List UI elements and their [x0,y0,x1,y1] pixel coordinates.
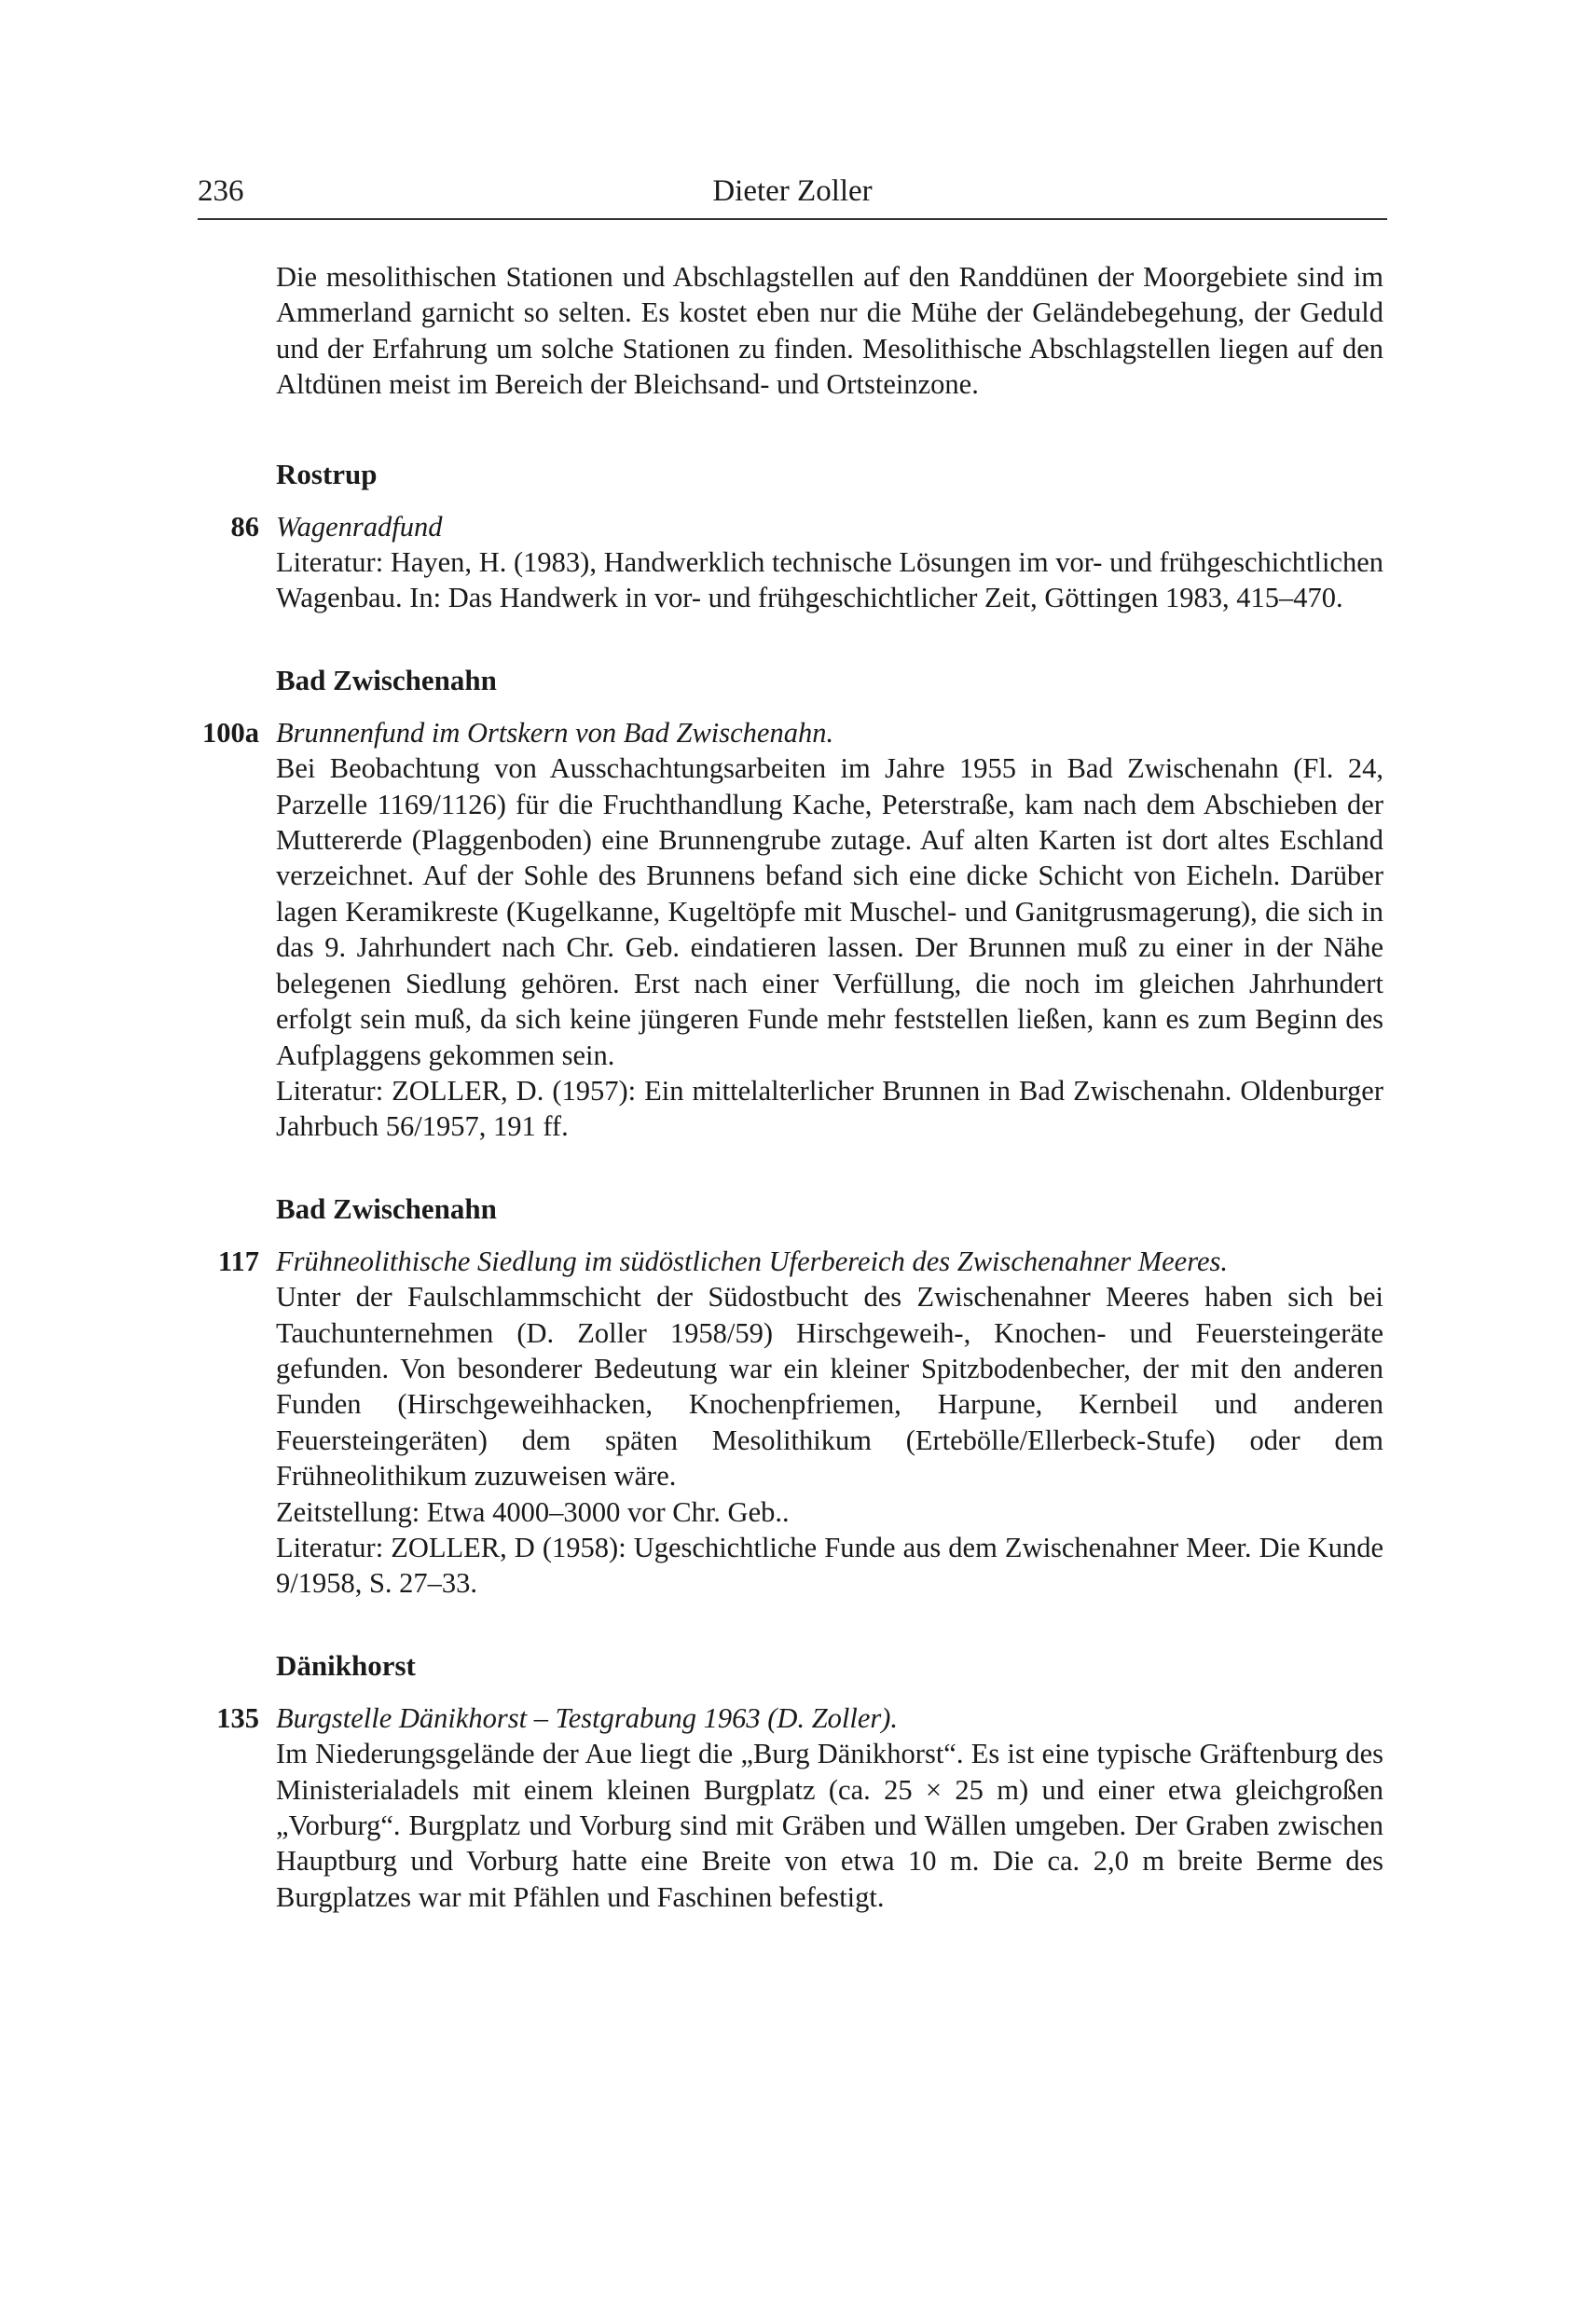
entry-number: 117 [217,1245,259,1277]
body-text [202,259,1383,1915]
entry-number: 86 [230,510,259,543]
running-head-author: Dieter Zoller [712,174,873,208]
description-paragraph: Im Niederungsgelände der Aue liegt die „Burg Dänikhorst“. Es ist eine typische Gräftenburg des Ministerialadels mit einem kleinen Burgplatz (ca. 25 × 25 m) und einer etwa gleichgroßen „Vorburg“. Burgplatz und Vorburg sind mit Gräben und Wällen umgeben. Der Graben zwischen Hauptburg und Vorburg hatte eine Breite von etwa 10 m. Die ca. 2,0 m breite Berme des Burgplatzes war mit Pfählen und Faschinen befestigt. [276,1738,1383,1913]
intro-paragraph: Die mesolithischen Stationen und Abschlagstellen auf den Randdünen der Moorgebiete sind im Ammerland garnicht so selten. Es kostet eben nur die Mühe der Geländebegehung, der Geduld und der Erfahrung um solche Stationen zu finden. Mesolithische Abschlagstellen liegen auf den Altdünen meist im Bereich der Bleichsand- und Ortsteinzone. [276,261,1383,401]
site-heading: Rostrup [276,457,378,490]
header-rule [198,218,1387,220]
entry-title-line [230,509,1383,544]
literature-paragraph: Literatur: ZOLLER, D. (1957): Ein mittelalterlicher Brunnen in Bad Zwischenahn. Oldenburger Jahrbuch 56/1957, 191 ff. [276,1074,1383,1143]
site-entry-bad-zwischenahn-100a [202,663,1383,1145]
running-head [198,171,1387,212]
site-heading: Bad Zwischenahn [276,1191,497,1225]
entry-title-line [216,1700,1383,1736]
entry-number: 135 [216,1701,259,1734]
description-paragraph: Bei Beobachtung von Ausschachtungsarbeiten im Jahre 1955 in Bad Zwischenahn (Fl. 24, Parzelle 1169/1126) für die Fruchthandlung Kache, Peterstraße, kam nach dem Abschieben der Muttererde (Plaggenboden) eine Brunnengrube zutage. Auf alten Karten ist dort altes Eschland verzeichnet. Auf der Sohle des Brunnens befand sich eine dicke Schicht von Eicheln. Darüber lagen Keramikreste (Kugelkanne, Kugeltöpfe mit Muschel- und Ganitgrusmagerung), die sich in das 9. Jahrhundert nach Chr. Geb. eindatieren lassen. Der Brunnen muß zu einer in der Nähe belegenen Siedlung gehören. Erst nach einer Verfüllung, die noch im gleichen Jahrhundert erfolgt sein muß, da sich keine jüngeren Funde mehr feststellen ließen, kann es zum Beginn des Aufplaggens gekommen sein. [276,752,1383,1071]
entry-title: Wagenradfund [276,510,443,543]
entry-title-line [217,1244,1383,1279]
dating-paragraph: Zeitstellung: Etwa 4000–3000 vor Chr. Geb.. [276,1495,790,1528]
literature-paragraph: Literatur: ZOLLER, D (1958): Ugeschichtliche Funde aus dem Zwischenahner Meer. Die Kunde 9/1958, S. 27–33. [276,1531,1383,1600]
entry-title: Brunnenfund im Ortskern von Bad Zwischenahn. [276,716,834,749]
entry-title-line [202,715,1383,750]
site-entry-rostrup [230,457,1383,616]
site-heading: Bad Zwischenahn [276,663,497,696]
entry-title: Frühneolithische Siedlung im südöstlichen Uferbereich des Zwischenahner Meeres. [276,1245,1228,1277]
literature-paragraph: Literatur: Hayen, H. (1983), Handwerklich technische Lösungen im vor- und frühgeschichtlichen Wagenbau. In: Das Handwerk in vor- und frühgeschichtlicher Zeit, Göttingen 1983, 415–470. [276,546,1383,614]
entry-title: Burgstelle Dänikhorst – Testgrabung 1963 (D. Zoller). [276,1701,899,1734]
description-paragraph: Unter der Faulschlammschicht der Südostbucht des Zwischenahner Meeres haben sich bei Tauchunternehmen (D. Zoller 1958/59) Hirschgeweih-, Knochen- und Feuersteingeräte gefunden. Von besonderer Bedeutung war ein kleiner Spitzbodenbecher, der mit den anderen Funden (Hirschgeweihhacken, Knochenpfriemen, Harpune, Kernbeil und anderen Feuersteingeräten) dem späten Mesolithikum (Ertebölle/Ellerbeck-Stufe) oder dem Frühneolithikum zuzuweisen wäre. [276,1281,1383,1493]
page-number: 236 [198,174,244,208]
entry-number: 100a [202,716,259,749]
site-entry-daenikhorst [216,1648,1383,1915]
site-entry-bad-zwischenahn-117 [217,1191,1383,1602]
site-heading: Dänikhorst [276,1648,416,1682]
